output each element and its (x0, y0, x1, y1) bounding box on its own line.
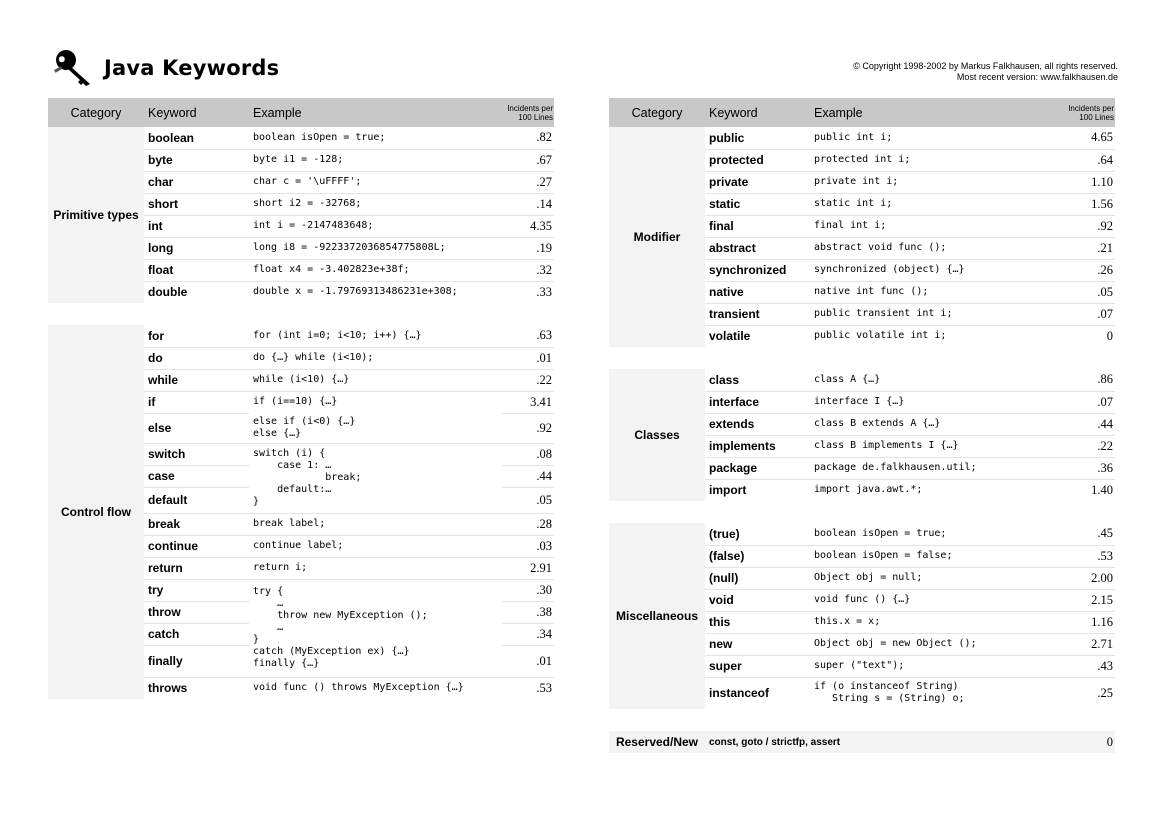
example-cell: switch (i) { case 1: … break; default:… } (249, 443, 502, 513)
keyword-cell: else (144, 413, 249, 443)
keyword-cell: void (705, 589, 810, 611)
keyword-cell: extends (705, 413, 810, 435)
example-cell: for (int i=0; i<10; i++) {…} (249, 325, 502, 347)
copyright-line: © Copyright 1998-2002 by Markus Falkhausen, all rights reserved. (853, 61, 1118, 71)
keyword-cell: long (144, 237, 249, 259)
incidents-cell: .86 (1063, 369, 1115, 391)
incidents-cell: .34 (502, 623, 554, 645)
incidents-cell: .30 (502, 579, 554, 601)
example-cell: try { … throw new MyException (); … } catch (MyException ex) {…} finally {…} (249, 579, 502, 677)
column-header-keyword: Keyword (705, 98, 810, 127)
column-header-incidents (1063, 98, 1115, 127)
miscellaneous-group (609, 523, 1115, 709)
header-row (48, 98, 554, 127)
group-spacer (48, 303, 554, 325)
incidents-label-line1: Incidents per (1068, 103, 1114, 113)
incidents-cell: .26 (1063, 259, 1115, 281)
keyword-cell: this (705, 611, 810, 633)
example-cell: boolean isOpen = false; (810, 545, 1063, 567)
left-keyword-table (48, 98, 554, 699)
example-cell: long i8 = -9223372036854775808L; (249, 237, 502, 259)
example-cell: void func () throws MyException {…} (253, 682, 464, 694)
incidents-cell: .28 (502, 513, 554, 535)
category-cell: Reserved/New (609, 731, 705, 753)
example-cell: public int i; (810, 127, 1063, 149)
incidents-cell: .22 (1063, 435, 1115, 457)
keyword-cell: do (144, 347, 249, 369)
example-cell: class A {…} (810, 369, 1063, 391)
keyword-cell: implements (705, 435, 810, 457)
incidents-cell: 2.71 (1063, 633, 1115, 655)
incidents-cell: 1.16 (1063, 611, 1115, 633)
example-cell: class B implements I {…} (810, 435, 1063, 457)
example-cell: super ("text"); (810, 655, 1063, 677)
incidents-cell: .92 (502, 413, 554, 443)
incidents-cell: .63 (502, 325, 554, 347)
keyword-cell: (null) (705, 567, 810, 589)
keyword-cell: native (705, 281, 810, 303)
example-cell: public volatile int i; (814, 330, 947, 342)
keyword-cell: new (705, 633, 810, 655)
incidents-cell: 2.91 (502, 557, 554, 579)
keyword-cell: while (144, 369, 249, 391)
incidents-cell: 1.40 (1091, 482, 1113, 497)
page-title: Java Keywords (104, 56, 280, 80)
column-header-category: Category (48, 98, 144, 127)
example-cell: class B extends A {…} (810, 413, 1063, 435)
group-spacer (609, 501, 1115, 523)
keyword-cell: throw (144, 601, 249, 623)
category-cell: Modifier (609, 127, 705, 347)
example-cell: boolean isOpen = true; (249, 127, 502, 149)
table-row (48, 127, 554, 149)
example-cell: if (i==10) {…} (253, 396, 338, 408)
keyword-cell: switch (144, 443, 249, 465)
keyword-cell: double (148, 285, 188, 300)
category-cell: Control flow (48, 325, 144, 699)
column-header-example: Example (810, 98, 1063, 127)
keyword-cell: try (144, 579, 249, 601)
incidents-cell: .22 (502, 369, 554, 391)
keyword-cell: transient (705, 303, 810, 325)
keyword-cell: finally (144, 645, 249, 677)
column-header-keyword: Keyword (144, 98, 249, 127)
incidents-cell: .53 (1063, 545, 1115, 567)
recent-version-line: Most recent version: www.falkhausen.de (956, 72, 1118, 82)
incidents-cell: .19 (502, 237, 554, 259)
column-header-example: Example (249, 98, 502, 127)
category-cell: Classes (609, 369, 705, 501)
incidents-cell: .01 (502, 645, 554, 677)
incidents-cell: .01 (502, 347, 554, 369)
key-icon (52, 46, 96, 86)
example-cell: byte i1 = -128; (249, 149, 502, 171)
keyword-cell: case (144, 465, 249, 487)
example-cell: else if (i<0) {…} else {…} (249, 413, 502, 443)
example-cell: import java.awt.*; (814, 484, 923, 496)
example-cell: interface I {…} (810, 391, 1063, 413)
keyword-cell: int (144, 215, 249, 237)
incidents-cell: .82 (502, 127, 554, 149)
table-row (48, 325, 554, 347)
keyword-cell: final (705, 215, 810, 237)
keyword-cell: float (144, 259, 249, 281)
incidents-cell: .14 (502, 193, 554, 215)
keyword-cell: package (705, 457, 810, 479)
incidents-cell: .08 (502, 443, 554, 465)
keyword-cell: boolean (144, 127, 249, 149)
incidents-cell: 3.41 (502, 391, 554, 413)
incidents-cell: 4.65 (1063, 127, 1115, 149)
group-spacer (609, 347, 1115, 369)
incidents-cell: .38 (502, 601, 554, 623)
keyword-cell: static (705, 193, 810, 215)
example-cell: this.x = x; (810, 611, 1063, 633)
keyword-cell: protected (705, 149, 810, 171)
example-cell: short i2 = -32768; (249, 193, 502, 215)
incidents-cell: .32 (502, 259, 554, 281)
keyword-cell: continue (144, 535, 249, 557)
keyword-cell: (false) (705, 545, 810, 567)
incidents-label-line1: Incidents per (507, 103, 553, 113)
incidents-cell: .33 (536, 284, 552, 299)
copyright-notice (853, 61, 1118, 83)
incidents-label-line2: 100 Lines (1079, 112, 1114, 122)
example-cell: char c = '\uFFFF'; (249, 171, 502, 193)
keyword-cell: private (705, 171, 810, 193)
incidents-cell: .67 (502, 149, 554, 171)
example-cell: abstract void func (); (810, 237, 1063, 259)
keyword-cell: interface (705, 391, 810, 413)
example-cell: synchronized (object) {…} (810, 259, 1063, 281)
incidents-cell: 2.00 (1063, 567, 1115, 589)
incidents-cell: .05 (502, 487, 554, 513)
keyword-cell: const, goto / strictfp, assert (705, 731, 1063, 753)
example-cell: Object obj = new Object (); (810, 633, 1063, 655)
keyword-cell: for (144, 325, 249, 347)
incidents-cell: .44 (502, 465, 554, 487)
keyword-cell: (true) (705, 523, 810, 545)
incidents-cell: .25 (1097, 685, 1113, 700)
example-cell: do {…} while (i<10); (249, 347, 502, 369)
incidents-cell: .07 (1063, 303, 1115, 325)
example-cell: continue label; (249, 535, 502, 557)
keyword-cell: super (705, 655, 810, 677)
keyword-cell: class (705, 369, 810, 391)
example-cell: static int i; (810, 193, 1063, 215)
incidents-cell: 4.35 (502, 215, 554, 237)
category-cell: Miscellaneous (609, 523, 705, 709)
incidents-cell: .03 (502, 535, 554, 557)
reserved-group (609, 731, 1115, 753)
example-cell: Object obj = null; (810, 567, 1063, 589)
example-cell: return i; (249, 557, 502, 579)
modifier-group (609, 127, 1115, 347)
keyword-cell: instanceof (709, 686, 770, 701)
column-header-incidents (502, 98, 554, 127)
table-row (609, 731, 1115, 753)
group-spacer (609, 709, 1115, 731)
control-flow-group (48, 325, 554, 699)
example-cell: int i = -2147483648; (249, 215, 502, 237)
table-row (609, 369, 1115, 391)
example-cell: if (o instanceof String) String s = (String) o; (814, 681, 965, 705)
keyword-cell: abstract (705, 237, 810, 259)
keyword-cell: byte (144, 149, 249, 171)
incidents-cell: 0 (1106, 328, 1113, 343)
incidents-cell: .07 (1063, 391, 1115, 413)
incidents-cell: 1.10 (1063, 171, 1115, 193)
example-cell: package de.falkhausen.util; (810, 457, 1063, 479)
keyword-cell: import (709, 483, 747, 498)
classes-group (609, 369, 1115, 501)
keyword-cell: public (705, 127, 810, 149)
incidents-cell: 2.15 (1063, 589, 1115, 611)
incidents-cell: .45 (1063, 523, 1115, 545)
keyword-cell: return (144, 557, 249, 579)
incidents-cell: .21 (1063, 237, 1115, 259)
example-cell: final int i; (810, 215, 1063, 237)
incidents-cell: 1.56 (1063, 193, 1115, 215)
keyword-cell: volatile (709, 329, 751, 344)
table-row (609, 127, 1115, 149)
incidents-cell: .05 (1063, 281, 1115, 303)
example-cell: double x = -1.79769313486231e+308; (253, 286, 458, 298)
example-cell: while (i<10) {…} (249, 369, 502, 391)
primitive-types-group (48, 127, 554, 303)
example-cell: native int func (); (810, 281, 1063, 303)
keyword-cell: char (144, 171, 249, 193)
keyword-cell: default (144, 487, 249, 513)
keyword-cell: throws (148, 681, 188, 696)
incidents-cell: .27 (502, 171, 554, 193)
incidents-cell: .44 (1063, 413, 1115, 435)
incidents-cell: .36 (1063, 457, 1115, 479)
keyword-cell: synchronized (705, 259, 810, 281)
example-cell: float x4 = -3.402823e+38f; (249, 259, 502, 281)
incidents-cell: 0 (1063, 731, 1115, 753)
incidents-cell: .64 (1063, 149, 1115, 171)
header-row (609, 98, 1115, 127)
example-cell: protected int i; (810, 149, 1063, 171)
right-keyword-table (609, 98, 1115, 753)
keyword-cell: catch (144, 623, 249, 645)
example-cell: void func () {…} (810, 589, 1063, 611)
example-cell: break label; (249, 513, 502, 535)
category-cell: Primitive types (48, 127, 144, 303)
keyword-cell: short (144, 193, 249, 215)
incidents-cell: .92 (1063, 215, 1115, 237)
incidents-cell: .43 (1063, 655, 1115, 677)
keyword-cell: if (144, 391, 249, 413)
example-cell: boolean isOpen = true; (810, 523, 1063, 545)
example-cell: private int i; (810, 171, 1063, 193)
example-cell: public transient int i; (810, 303, 1063, 325)
incidents-cell: .53 (536, 680, 552, 695)
keyword-cell: break (144, 513, 249, 535)
incidents-label-line2: 100 Lines (518, 112, 553, 122)
table-row (609, 523, 1115, 545)
column-header-category: Category (609, 98, 705, 127)
